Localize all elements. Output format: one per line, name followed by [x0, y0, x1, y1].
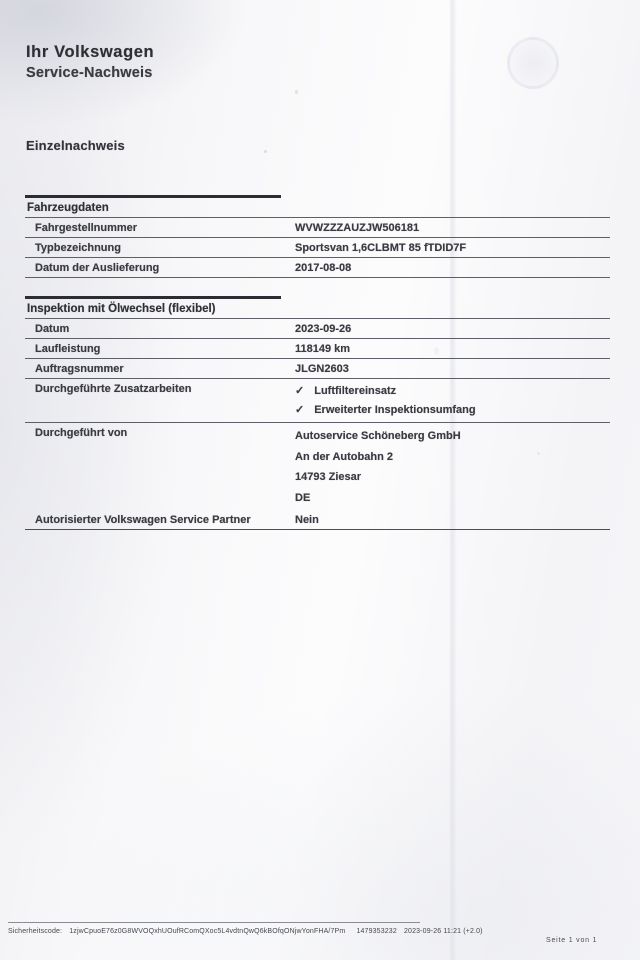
scan-speck	[264, 150, 267, 153]
service-provider-address	[295, 426, 610, 508]
row-label: Laufleistung	[35, 343, 101, 355]
security-code-label: Sicherheitscode:	[8, 928, 63, 935]
inspection-section	[25, 296, 610, 530]
security-code-value: 1zjwCpuoE76z0G8WVOQxhUOufRComQXoc5L4vdtnQwQ6kBOfqONjwYonFHA/7Pm	[69, 928, 346, 935]
vehicle-data-section	[25, 195, 610, 278]
table-row-typbezeichnung	[25, 238, 610, 258]
table-row-auftragsnummer	[25, 359, 610, 379]
address-line: 14793 Ziesar	[295, 471, 362, 483]
section-title-fahrzeugdaten: Fahrzeugdaten	[25, 198, 610, 218]
address-line: An der Autobahn 2	[295, 450, 393, 463]
row-value: 2017-08-08	[295, 262, 352, 274]
row-value: 118149 km	[295, 343, 351, 355]
checklist	[295, 382, 610, 420]
document-number: 1479353232	[356, 928, 397, 935]
document-type: Service-Nachweis	[26, 65, 153, 81]
row-value: WVWZZZAUZJW506181	[295, 222, 420, 234]
table-row-laufleistung	[25, 339, 610, 359]
table-row-datum	[25, 319, 610, 339]
row-label: Durchgeführt von	[35, 427, 128, 439]
checklist-item	[295, 382, 610, 401]
row-label: Fahrgestellnummer	[35, 222, 138, 234]
row-label: Auftragsnummer	[35, 363, 124, 375]
checklist-item-label: Luftfiltereinsatz	[314, 385, 397, 397]
row-label: Durchgeführte Zusatzarbeiten	[35, 383, 192, 395]
address-line: DE	[295, 491, 311, 504]
row-label: Autorisierter Volkswagen Service Partner	[35, 514, 251, 526]
record-heading: Einzelnachweis	[26, 138, 125, 153]
row-value: JLGN2603	[295, 363, 349, 375]
table-row-durchgefuehrt-von	[25, 423, 610, 510]
vw-logo-watermark	[507, 37, 559, 89]
section-title-inspektion: Inspektion mit Ölwechsel (flexibel)	[25, 299, 610, 319]
scan-smudge	[434, 347, 439, 355]
row-value: Sportsvan 1,6CLBMT 85 fTDID7F	[295, 242, 467, 254]
print-timestamp: 2023-09-26 11:21 (+2.0)	[404, 928, 483, 935]
row-label: Datum der Auslieferung	[35, 262, 160, 274]
brand-title: Ihr Volkswagen	[26, 43, 155, 61]
table-row-fahrgestellnummer	[25, 218, 610, 238]
table-row-service-partner	[25, 510, 610, 530]
row-label: Typbezeichnung	[35, 242, 121, 254]
scan-speck	[537, 452, 540, 455]
table-row-auslieferung	[25, 258, 610, 278]
address-line: Autoservice Schöneberg GmbH	[295, 430, 461, 442]
checkmark-icon: ✓	[295, 385, 305, 397]
checklist-item	[295, 401, 610, 420]
row-label: Datum	[35, 323, 70, 335]
security-code-line	[8, 928, 483, 935]
checkmark-icon: ✓	[295, 404, 305, 416]
checklist-item-label: Erweiterter Inspektionsumfang	[314, 404, 476, 416]
scan-speck	[295, 90, 298, 94]
footer-rule	[8, 922, 420, 923]
row-value: 2023-09-26	[295, 323, 352, 335]
table-row-zusatzarbeiten	[25, 379, 610, 423]
row-value: Nein	[295, 514, 319, 526]
page-indicator: Seite 1 von 1	[546, 937, 598, 944]
